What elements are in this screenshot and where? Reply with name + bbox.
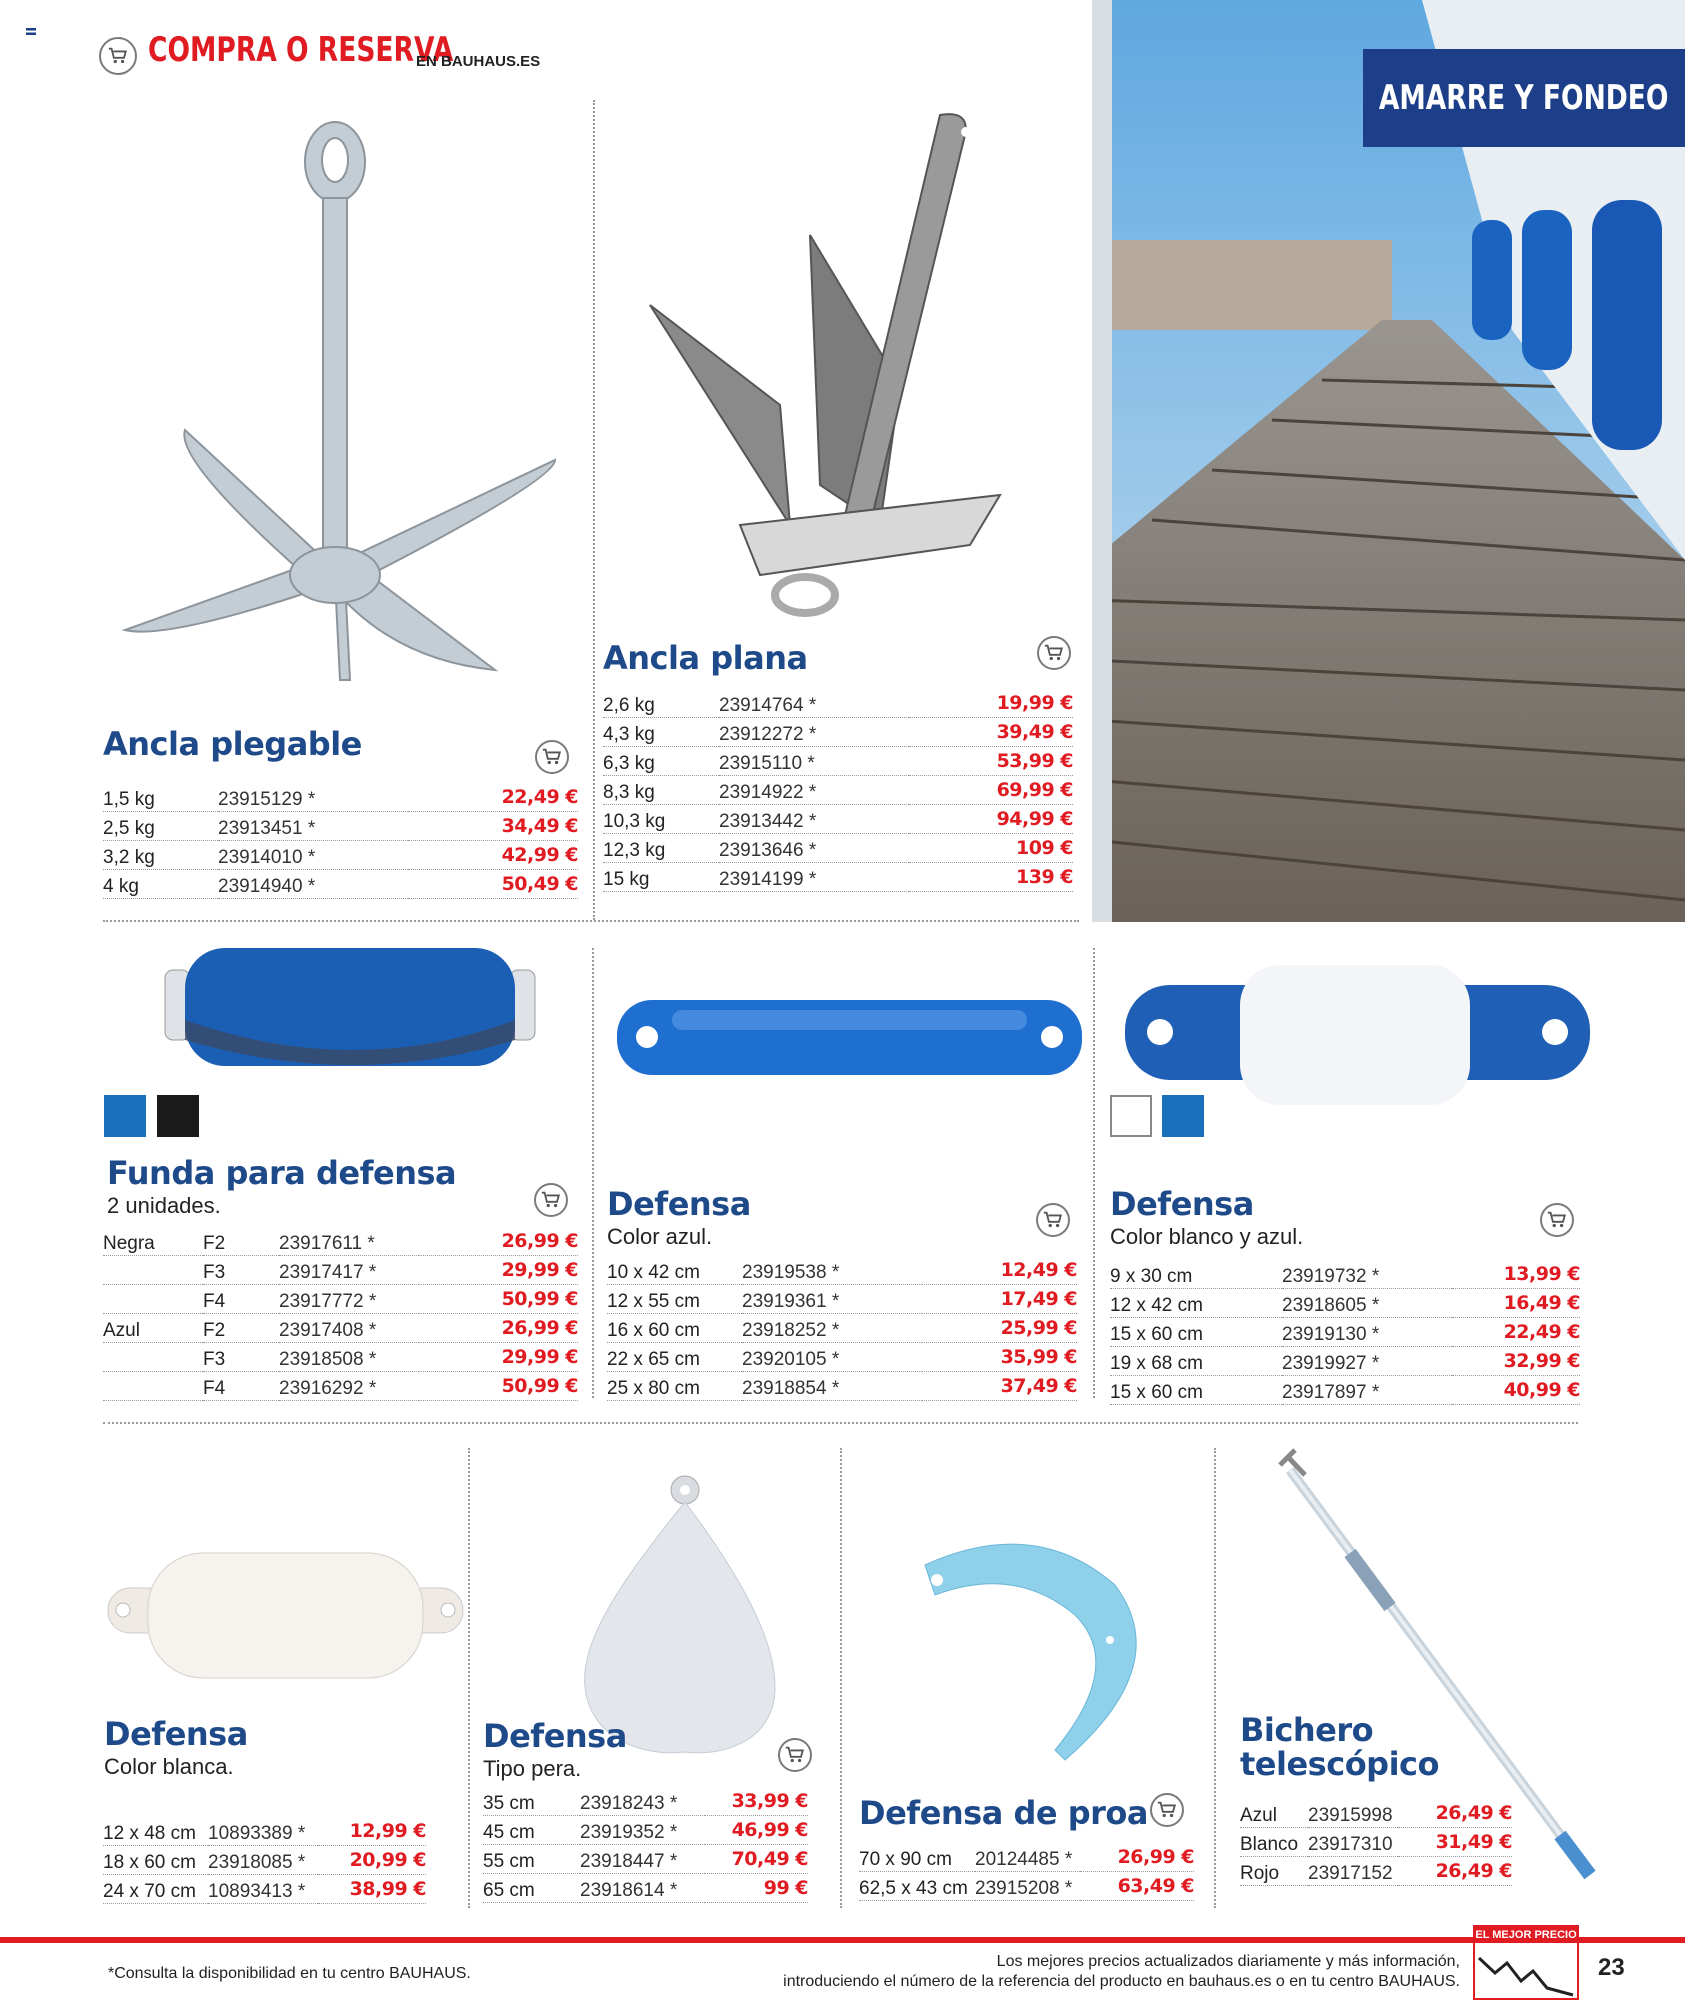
- product-title: Defensa Color blanca.: [104, 1715, 248, 1779]
- table-row: Blanco 23917310 31,49 €: [1240, 1828, 1512, 1857]
- product-title: Defensa de proa: [859, 1794, 1148, 1832]
- pear-fender-image: [580, 1472, 780, 1757]
- table-row: 4 kg 23914940 * 50,49 €: [103, 870, 578, 899]
- table-row: 3,2 kg 23914010 * 42,99 €: [103, 841, 578, 870]
- table-row: Rojo 23917152 26,49 €: [1240, 1857, 1512, 1886]
- table-row: 6,3 kg 23915110 * 53,99 €: [603, 747, 1073, 776]
- table-row: 8,3 kg 23914922 * 69,99 €: [603, 776, 1073, 805]
- price-table: [603, 689, 1073, 892]
- table-row: F4 23917772 * 50,99 €: [103, 1285, 578, 1314]
- cart-icon[interactable]: [778, 1738, 812, 1772]
- divider-v: [592, 948, 594, 1398]
- table-row: 24 x 70 cm 10893413 * 38,99 €: [103, 1875, 426, 1904]
- table-row: 12 x 48 cm 10893389 * 12,99 €: [103, 1817, 426, 1846]
- table-row: Azul F2 23917408 * 26,99 €: [103, 1314, 578, 1343]
- table-row: 15 kg 23914199 * 139 €: [603, 863, 1073, 892]
- product-title: Defensa Color azul.: [607, 1185, 751, 1249]
- product-title: Ancla plana: [603, 639, 808, 677]
- table-row: Azul 23915998 26,49 €: [1240, 1799, 1512, 1828]
- table-row: 12 x 42 cm 23918605 * 16,49 €: [1110, 1289, 1580, 1318]
- cart-icon[interactable]: [1540, 1203, 1574, 1237]
- table-row: 1,5 kg 23915129 * 22,49 €: [103, 783, 578, 812]
- table-row: 2,6 kg 23914764 * 19,99 €: [603, 689, 1073, 718]
- folding-anchor-image: [95, 120, 560, 690]
- white-blue-fender-image: [1120, 960, 1595, 1110]
- product-title: Defensa Tipo pera.: [483, 1717, 627, 1781]
- product-title: Funda para defensa 2 unidades.: [107, 1154, 457, 1218]
- cart-icon[interactable]: [1036, 1203, 1070, 1237]
- price-table: [607, 1256, 1077, 1401]
- price-table: [103, 1817, 426, 1904]
- best-price-badge: EL MEJOR PRECIO: [1473, 1925, 1579, 2000]
- color-swatch-blue: [104, 1095, 146, 1137]
- table-row: 10 x 42 cm 23919538 * 12,49 €: [607, 1256, 1077, 1285]
- divider-v: [593, 100, 595, 920]
- table-row: 15 x 60 cm 23917897 * 40,99 €: [1110, 1376, 1580, 1405]
- cart-icon[interactable]: [535, 740, 569, 774]
- table-row: 12 x 55 cm 23919361 * 17,49 €: [607, 1285, 1077, 1314]
- table-row: 65 cm 23918614 * 99 €: [483, 1874, 808, 1903]
- price-table: [859, 1843, 1194, 1901]
- table-row: 2,5 kg 23913451 * 34,49 €: [103, 812, 578, 841]
- cart-icon[interactable]: [1037, 636, 1071, 670]
- table-row: 12,3 kg 23913646 * 109 €: [603, 834, 1073, 863]
- divider-h: [103, 1422, 1578, 1424]
- price-table: [103, 783, 578, 899]
- color-swatch-black: [157, 1095, 199, 1137]
- bow-fender-image: [915, 1525, 1165, 1770]
- price-table: [103, 1227, 578, 1401]
- color-swatch-white: [1110, 1095, 1152, 1137]
- product-title: Defensa Color blanco y azul.: [1110, 1185, 1304, 1249]
- blue-fender-image: [612, 990, 1087, 1085]
- color-swatch-blue: [1162, 1095, 1204, 1137]
- table-row: 10,3 kg 23913442 * 94,99 €: [603, 805, 1073, 834]
- table-row: 4,3 kg 23912272 * 39,49 €: [603, 718, 1073, 747]
- table-row: Negra F2 23917611 * 26,99 €: [103, 1227, 578, 1256]
- table-row: F3 23917417 * 29,99 €: [103, 1256, 578, 1285]
- divider-v: [840, 1448, 842, 1908]
- footer-info: Los mejores precios actualizados diariamente y más información, introduciendo el número de la referencia del producto en bauhaus.es o en tu centro BAUHAUS.: [783, 1953, 1460, 1990]
- price-table: [483, 1787, 808, 1903]
- flag-mark: [26, 28, 36, 35]
- page-header-title: COMPRA O RESERVA: [148, 30, 454, 70]
- fender-cover-image: [155, 940, 545, 1075]
- cart-icon[interactable]: [534, 1183, 568, 1217]
- table-row: 55 cm 23918447 * 70,49 €: [483, 1845, 808, 1874]
- table-row: 25 x 80 cm 23918854 * 37,49 €: [607, 1372, 1077, 1401]
- table-row: F3 23918508 * 29,99 €: [103, 1343, 578, 1372]
- table-row: 15 x 60 cm 23919130 * 22,49 €: [1110, 1318, 1580, 1347]
- table-row: 9 x 30 cm 23919732 * 13,99 €: [1110, 1260, 1580, 1289]
- cart-icon[interactable]: [99, 37, 137, 75]
- footer-red-bar: [0, 1937, 1685, 1943]
- cart-icon[interactable]: [1150, 1793, 1184, 1827]
- product-title: Ancla plegable: [103, 725, 362, 763]
- divider-h: [103, 920, 1079, 922]
- flat-anchor-image: [640, 105, 1010, 635]
- price-table: [1240, 1799, 1512, 1886]
- page-number: 23: [1598, 1954, 1625, 1981]
- price-trend-icon: [1475, 1943, 1577, 1998]
- table-row: 62,5 x 43 cm 23915208 * 63,49 €: [859, 1872, 1194, 1901]
- table-row: 45 cm 23919352 * 46,99 €: [483, 1816, 808, 1845]
- page-header-suffix: EN BAUHAUS.ES: [416, 53, 541, 70]
- table-row: 19 x 68 cm 23919927 * 32,99 €: [1110, 1347, 1580, 1376]
- table-row: F4 23916292 * 50,99 €: [103, 1372, 578, 1401]
- price-table: [1110, 1260, 1580, 1405]
- white-fender-image: [103, 1548, 468, 1683]
- divider-v: [1214, 1448, 1216, 1908]
- divider-v: [1093, 948, 1095, 1398]
- table-row: 18 x 60 cm 23918085 * 20,99 €: [103, 1846, 426, 1875]
- section-banner: AMARRE Y FONDEO: [1363, 49, 1685, 147]
- divider-v: [468, 1448, 470, 1908]
- table-row: 16 x 60 cm 23918252 * 25,99 €: [607, 1314, 1077, 1343]
- table-row: 70 x 90 cm 20124485 * 26,99 €: [859, 1843, 1194, 1872]
- table-row: 22 x 65 cm 23920105 * 35,99 €: [607, 1343, 1077, 1372]
- footer-note: *Consulta la disponibilidad en tu centro BAUHAUS.: [108, 1965, 471, 1982]
- product-title: Bichero telescópico: [1240, 1711, 1439, 1783]
- table-row: 35 cm 23918243 * 33,99 €: [483, 1787, 808, 1816]
